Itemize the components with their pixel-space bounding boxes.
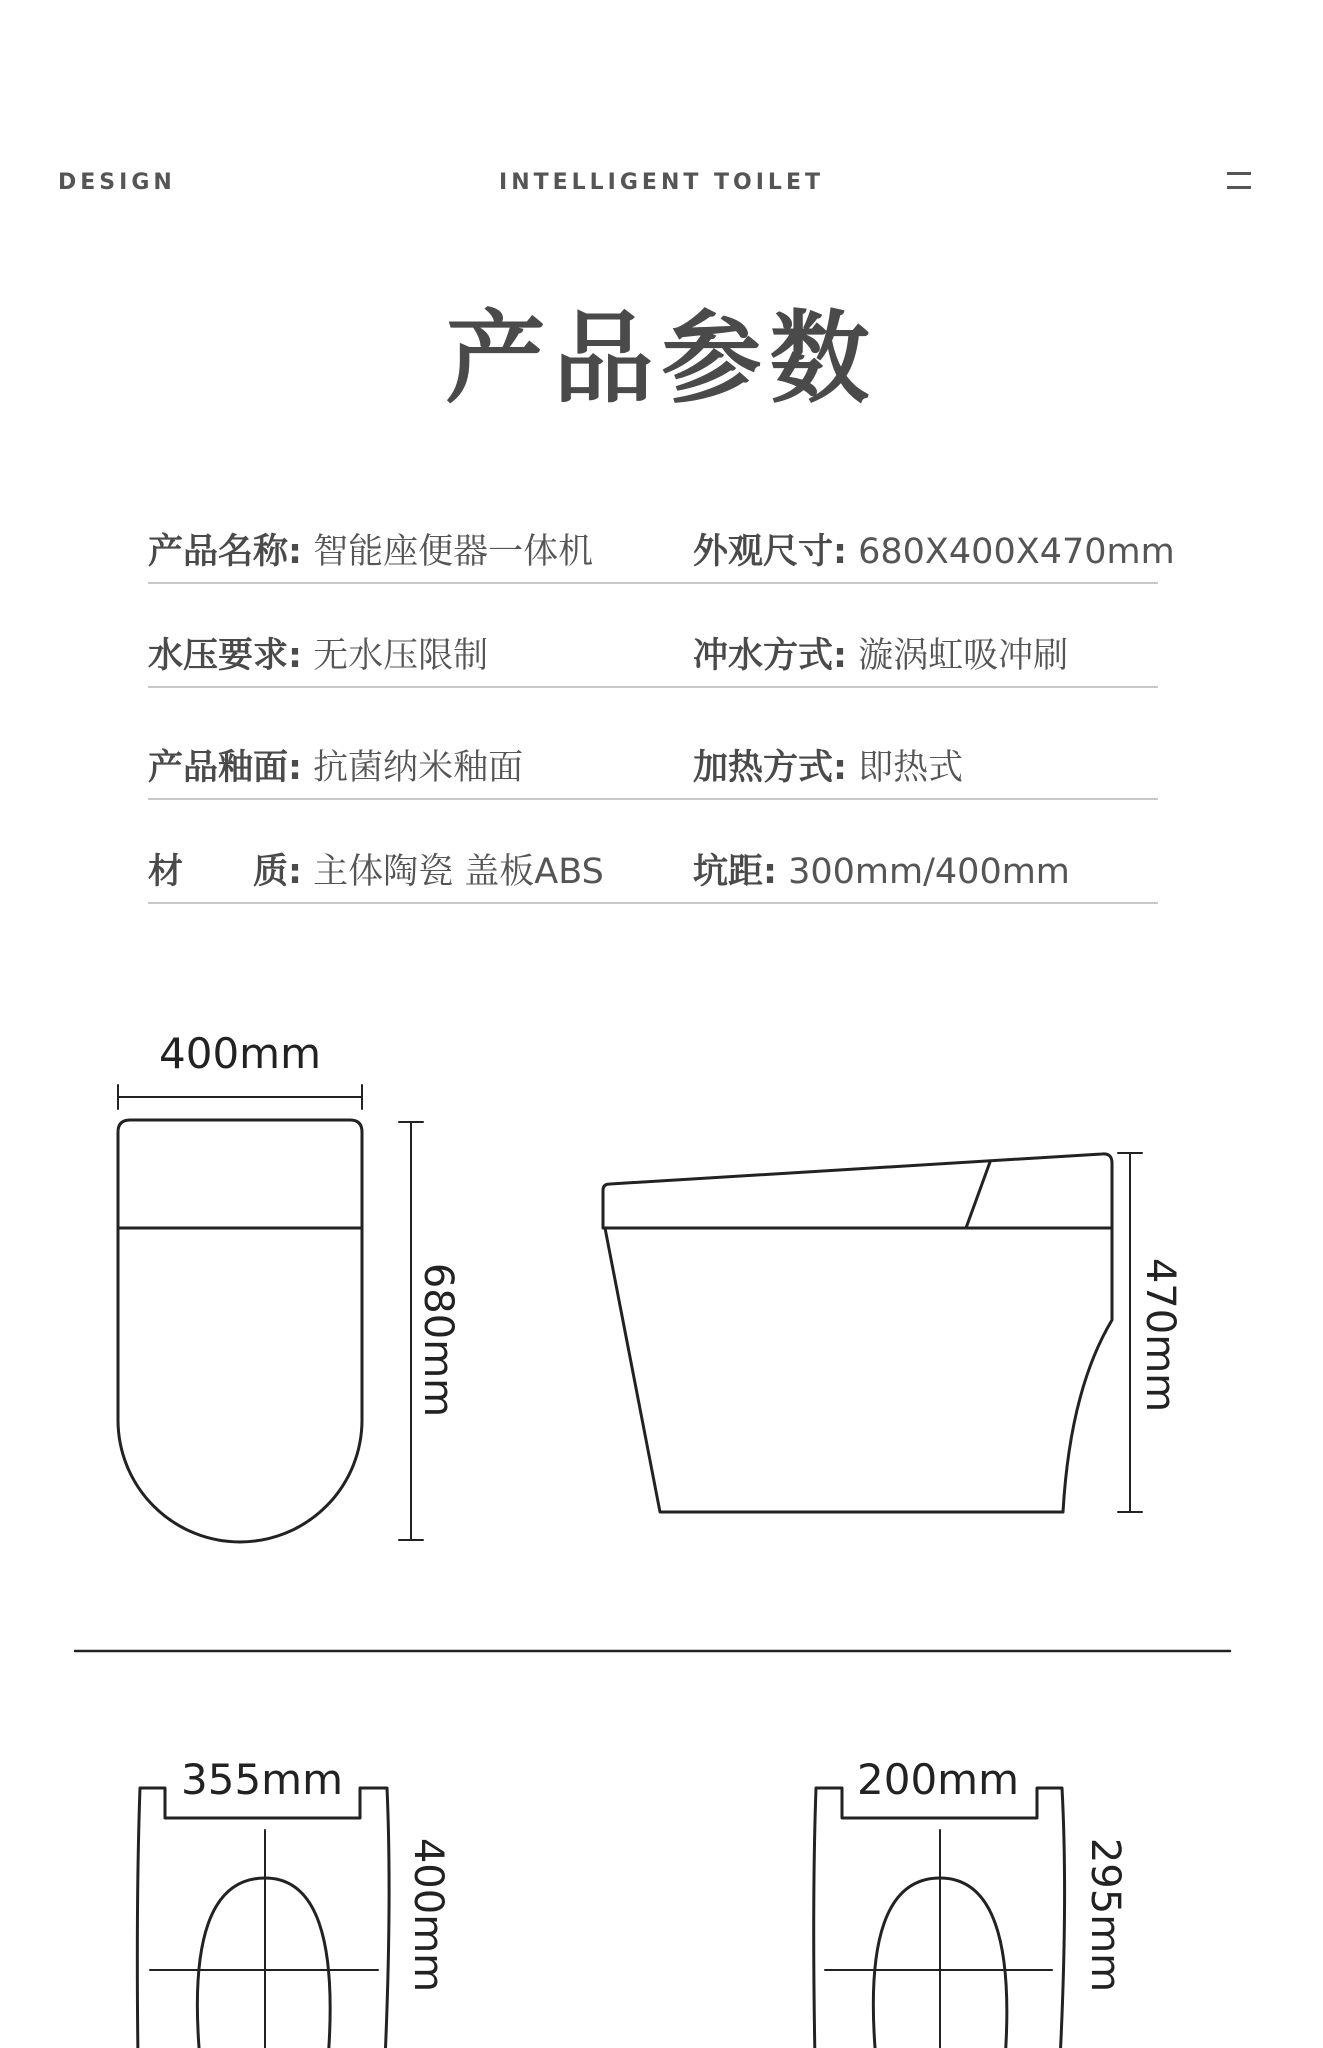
page-title: 产品参数 [445, 300, 878, 417]
spec-value: 无水压限制 [302, 636, 489, 676]
brand-label: DESIGN [58, 170, 176, 195]
spec-label: 加热方式: [693, 748, 847, 788]
spec-value: 300mm/400mm [777, 852, 1070, 892]
spec-label: 水压要求: [148, 636, 302, 676]
spec-value: 抗菌纳米釉面 [302, 748, 524, 788]
inner-width-label: 200mm [857, 1755, 1019, 1804]
top-view-drawing [118, 1029, 461, 1542]
spec-label: 产品釉面: [148, 748, 302, 788]
top-length-label: 680mm [415, 1262, 461, 1418]
spec-label: 坑距: [693, 852, 777, 892]
inner-seat-view-drawing [814, 1755, 1128, 2048]
side-height-label: 470mm [1137, 1257, 1183, 1413]
side-view-drawing [603, 1153, 1183, 1512]
spec-label: 外观尺寸: [693, 532, 847, 572]
spec-value: 即热式 [847, 748, 964, 788]
top-width-label: 400mm [159, 1029, 321, 1078]
inner-length-label: 295mm [1082, 1837, 1128, 1993]
seat-view-drawing [137, 1755, 451, 2048]
spec-label: 冲水方式: [693, 636, 847, 676]
spec-label: 材 质: [148, 852, 302, 892]
spec-value: 680X400X470mm [847, 532, 1175, 572]
spec-value: 主体陶瓷 盖板ABS [302, 852, 604, 892]
header-tagline: INTELLIGENT TOILET [499, 170, 824, 195]
spec-value: 智能座便器一体机 [302, 532, 594, 572]
spec-value: 漩涡虹吸冲刷 [847, 636, 1069, 676]
seat-length-label: 400mm [405, 1837, 451, 1993]
seat-width-label: 355mm [181, 1755, 343, 1804]
spec-label: 产品名称: [148, 532, 302, 572]
